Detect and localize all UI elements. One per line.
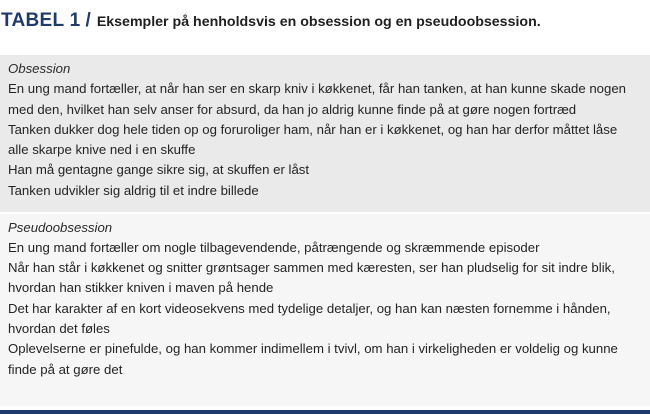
obsession-line: Tanken udvikler sig aldrig til et indre billede [8,182,259,198]
obsession-line: Han må gentagne gange sikre sig, at skuffen er låst [8,162,310,178]
obsession-line: Tanken dukker dog hele tiden op og foruroliger ham, når han er i køkkenet, og han har derfor måttet låse [8,121,618,137]
pseudoobsession-line: En ung mand fortæller om nogle tilbagevendende, påtrængende og skræmmende episoder [8,239,540,255]
table-number-label: TABEL 1 [1,10,81,31]
pseudoobsession-line: Oplevelserne er pinefulde, og han kommer indimellem i tvivl, om han i virkeligheden er voldelig og kunne [8,341,618,357]
pseudoobsession-line: finde på at gøre det [8,361,123,377]
bottom-rule [0,410,650,414]
content-table [0,55,650,406]
table-title: Eksempler på henholdsvis en obsession og en pseudoobsession. [96,14,541,30]
obsession-section [0,55,650,212]
pseudoobsession-section [0,214,650,406]
obsession-heading: Obsession [8,61,71,76]
pseudoobsession-line: hvordan det føles [8,320,110,336]
obsession-line: med den, hvilket han selv anser for absurd, da han jo aldrig kunne finde på at gøre nogen fortræd [8,101,577,117]
pseudoobsession-line: Det har karakter af en kort videosekvens med tydelige detaljer, og han kan næsten fornemme i hånden, [8,300,611,316]
obsession-line: En ung mand fortæller, at når han ser en skarp kniv i køkkenet, får han tanken, at han kunne skade nogen [8,81,626,97]
header-separator: / [85,10,91,31]
pseudoobsession-line: hvordan han stikker kniven i maven på hende [8,280,274,296]
pseudoobsession-heading: Pseudoobsession [8,219,113,235]
pseudoobsession-line: Når han står i køkkenet og snitter grøntsager sammen med kæresten, ser han pludselig for sit indre blik, [8,260,615,276]
obsession-line: alle skarpe knive ned i en skuffe [8,142,196,158]
table-header [0,10,650,40]
